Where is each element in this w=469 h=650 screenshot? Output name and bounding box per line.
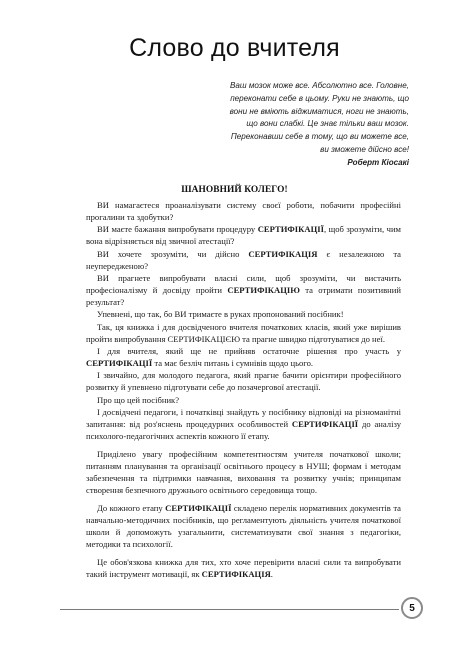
epigraph (209, 80, 409, 170)
footer-divider (60, 609, 399, 610)
emphasis-term: СЕРТИФІКАЦІЇ (165, 502, 232, 513)
text-run: складено перелік нормативних документів та навчально-методичних посібників, що регламентують діяльність учителя початкової школи й допоможуть узагальнити, систематизувати свої знання з педагогіки, методики та психології. (86, 502, 401, 550)
text-run: ВИ маєте бажання випробувати процедуру (97, 224, 258, 235)
text-run: . (270, 569, 273, 580)
emphasis-term: СЕРТИФІКАЦІЇ (291, 418, 359, 429)
epigraph-line: Ваш мозок може все. Абсолютно все. Головне, (229, 81, 409, 90)
text-run: , щоб зрозуміти, чим вона відрізняється від звичної атестації? (86, 224, 401, 247)
letter-body (86, 199, 401, 580)
epigraph-line: переконати себе в цьому. Руки не знають, що (230, 93, 409, 103)
epigraph-line: ви зможете дійсно все! (320, 144, 409, 154)
text-run: І досвідчені педагоги, і початківці знайдуть у посібнику відповіді на різноманітні запитання: від роз'яснень процедурних особливостей (86, 406, 401, 429)
text-run: ВИ прагнете випробувати власні сили, щоб зрозуміти, чи вистачить професіоналізму й досвіду пройти (86, 272, 401, 296)
paragraph (86, 345, 401, 369)
paragraph (86, 502, 401, 551)
text-run: та отримати позитивний результат? (86, 285, 401, 308)
paragraph: ВИ намагаєтеся проаналізувати систему своєї роботи, побачити професійні прогалини та здобутки? (86, 200, 401, 223)
emphasis-term: СЕРТИФІКАЦІЇ (86, 358, 153, 369)
paragraph (86, 223, 401, 247)
text-run: До кожного етапу (97, 502, 166, 513)
text-run: є незалежною та неупередженою? (86, 248, 401, 271)
letter-greeting: ШАНОВНИЙ КОЛЕГО! (181, 185, 288, 195)
emphasis-term: СЕРТИФІКАЦІЇ (257, 224, 324, 235)
paragraph (86, 248, 401, 272)
text-run: Це обов'язкова книжка для тих, хто хоче перевірити власні сили та випробувати такий інструмент мотивації, як (86, 556, 401, 580)
page-number: 5 (409, 602, 415, 614)
text-run: І для вчителя, який ще не прийняв остаточне рішення про участь у (97, 345, 401, 356)
paragraph (86, 556, 401, 580)
paragraph: Про що цей посібник? (97, 394, 180, 405)
text-run: до аналізу психолого-педагогічних аспектів кожного її етапу. (86, 418, 401, 441)
text-run: ВИ хочете зрозуміти, чи дійсно (97, 248, 249, 259)
epigraph-line: Переконавши себе в тому, що ви можете все, (230, 132, 409, 142)
epigraph-line: вони не вміють віджиматися, ноги не знають, (229, 106, 409, 116)
paragraph: Упевнені, що так, бо ВИ тримаєте в руках пропонований посібник! (97, 309, 344, 320)
paragraph: Приділено увагу професійним компетентностям учителя початкової школи; питанням планування та організації освітнього процесу в НУШ; формам і методам забезпечення та підтримки навчання, виховання та розвитку учнів; принципам створення безпечного дружнього освітнього середовища тощо. (86, 448, 401, 496)
epigraph-line: що вони слабкі. Це знає тільки ваш мозок. (246, 119, 409, 129)
emphasis-term: СЕРТИФІКАЦІЯ (201, 569, 271, 580)
text-run: та має безліч питань і сумнівів щодо цього. (152, 358, 314, 369)
page-number-badge (401, 597, 423, 619)
paragraph: Так, ця книжка і для досвідченого вчителя початкових класів, який уже вирішив пройти випробування СЕРТИФІКАЦІЄЮ та прагне швидко підготуватися до неї. (86, 321, 401, 344)
page-title: Слово до вчителя (129, 34, 340, 62)
paragraph: І звичайно, для молодого педагога, який прагне бачити орієнтири професійного розвитку й упевнено підготувати себе до позачергової атестації. (86, 370, 401, 393)
paragraph (86, 406, 401, 442)
paragraph (86, 272, 401, 308)
epigraph-author: Роберт Кіосакі (347, 157, 409, 167)
emphasis-term: СЕРТИФІКАЦІЮ (227, 285, 300, 296)
emphasis-term: СЕРТИФІКАЦІЯ (248, 248, 318, 259)
